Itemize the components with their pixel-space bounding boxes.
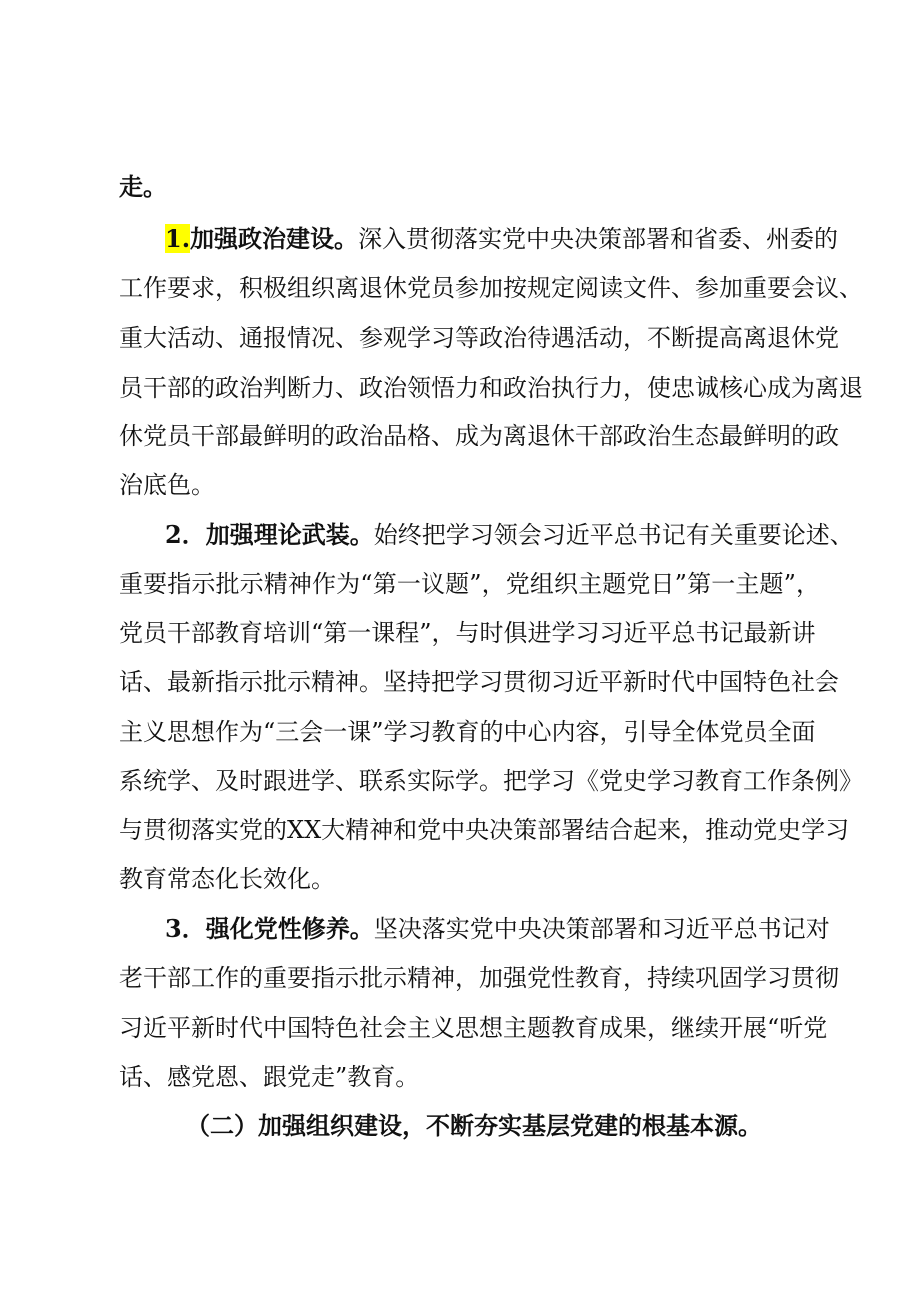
body-line: 治底色。 xyxy=(119,471,215,499)
body-line: 员干部的政治判断力、政治领悟力和政治执行力，使忠诚核心成为离退 xyxy=(119,374,863,402)
body-line: 教育常态化长效化。 xyxy=(119,865,335,893)
paragraph-3-first-line xyxy=(165,913,830,945)
item-heading: 强化党性修养。 xyxy=(205,914,374,943)
body-line: 习近平新时代中国特色社会主义思想主题教育成果，继续开展“听党 xyxy=(119,1014,828,1042)
item-number: 3． xyxy=(165,914,206,943)
body-line: 话、最新指示批示精神。坚持把学习贯彻习近平新时代中国特色社会 xyxy=(119,668,839,696)
paragraph-1-first-line xyxy=(165,223,838,255)
item-number: 1. xyxy=(165,224,191,253)
section-heading: （二）加强组织建设，不断夯实基层党建的根基本源。 xyxy=(186,1111,762,1140)
item-heading: 加强政治建设。 xyxy=(190,224,359,253)
paragraph-2-first-line xyxy=(165,519,854,551)
body-line: 重要指示批示精神作为“第一议题”，党组织主题党日”第一主题”， xyxy=(119,570,820,598)
continued-text: 走。 xyxy=(119,172,167,201)
body-line: 党员干部教育培训“第一课程”，与时俱进学习习近平总书记最新讲 xyxy=(119,619,816,647)
item-heading: 加强理论武装。 xyxy=(205,520,374,549)
body-text: 始终把学习领会习近平总书记有关重要论述、 xyxy=(373,521,854,549)
body-line: 与贯彻落实党的XX大精神和党中央决策部署结合起来，推动党史学习 xyxy=(119,816,850,844)
body-line: 主义思想作为“三会一课”学习教育的中心内容，引导全体党员全面 xyxy=(119,718,816,746)
body-line: 系统学、及时跟进学、联系实际学。把学习《党史学习教育工作条例》 xyxy=(119,767,863,795)
body-line: 休党员干部最鲜明的政治品格、成为离退休干部政治生态最鲜明的政 xyxy=(119,422,839,450)
body-text: 坚决落实党中央决策部署和习近平总书记对 xyxy=(373,915,830,943)
body-text: 深入贯彻落实党中央决策部署和省委、州委的 xyxy=(358,225,839,253)
body-line: 话、感党恩、跟党走”教育。 xyxy=(119,1063,420,1091)
item-number: 2． xyxy=(165,520,206,549)
body-line: 重大活动、通报情况、参观学习等政治待遇活动，不断提高离退休党 xyxy=(119,324,839,352)
body-line: 工作要求，积极组织离退休党员参加按规定阅读文件、参加重要会议、 xyxy=(119,274,863,302)
body-line: 老干部工作的重要指示批示精神，加强党性教育，持续巩固学习贯彻 xyxy=(119,964,839,992)
